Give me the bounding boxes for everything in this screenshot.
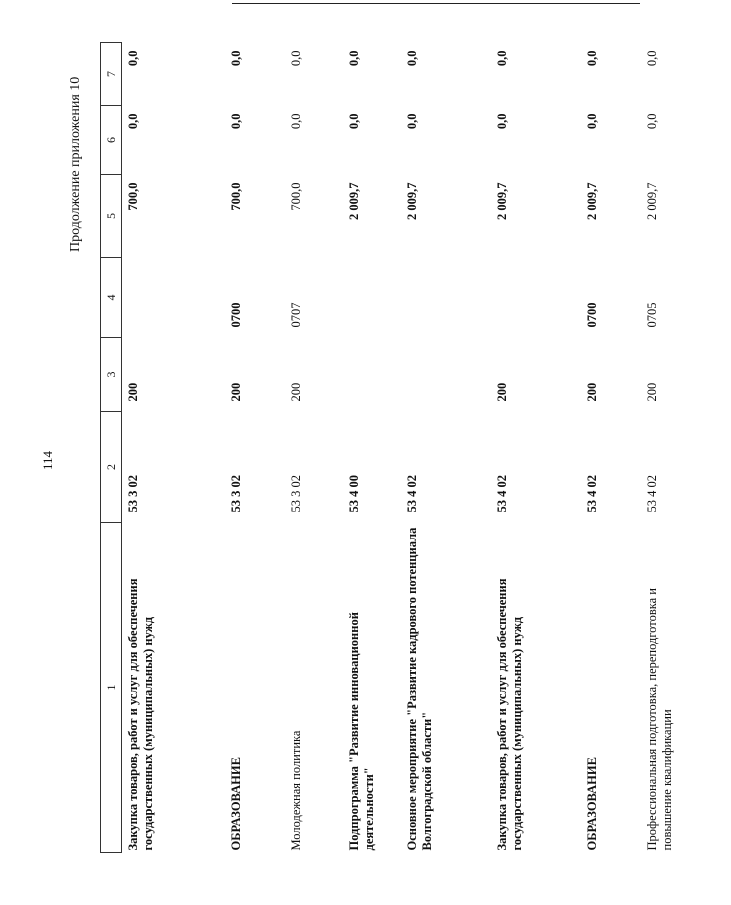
expense-type-code: 200 — [288, 382, 303, 402]
amount-value: 0,0 — [584, 113, 599, 130]
row-name: Профессиональная подготовка, переподготовка и повышение квалификации — [644, 588, 674, 851]
row-name: Закупка товаров, работ и услуг для обеспечения государственных (муниципальных) нужд — [494, 578, 524, 851]
amount-value: 0,0 — [644, 113, 659, 130]
page-number: 114 — [40, 450, 55, 470]
amount-value: 0,0 — [288, 50, 303, 67]
col-header-2: 2 — [101, 412, 122, 523]
row-name: Основное мероприятие "Развитие кадрового потенциала Волгоградской области" — [404, 527, 434, 851]
amount-value: 0,0 — [346, 50, 361, 67]
amount-value: 2 009,7 — [404, 182, 419, 220]
target-article-code: 53 3 02 — [228, 475, 243, 513]
amount-value: 700,0 — [228, 182, 243, 211]
header-row — [101, 43, 122, 853]
section-code — [491, 258, 581, 338]
target-article-code: 53 4 02 — [404, 475, 419, 513]
target-article-code: 53 3 02 — [288, 475, 303, 513]
budget-table — [100, 42, 731, 853]
amount-value: 0,0 — [346, 113, 361, 130]
amount-value: 0,0 — [126, 50, 140, 67]
table-row — [343, 43, 401, 853]
table-row — [491, 43, 581, 853]
target-article-code: 53 3 02 — [126, 475, 140, 513]
expense-type-code: 200 — [644, 382, 659, 402]
amount-value: 2 009,7 — [584, 182, 599, 220]
amount-value: 0,0 — [584, 50, 599, 67]
amount-value: 0,0 — [288, 113, 303, 130]
table-row — [285, 43, 343, 853]
amount-value: 0,0 — [228, 113, 243, 130]
col-header-5: 5 — [101, 175, 122, 258]
amount-value: 0,0 — [404, 113, 419, 130]
section-code — [343, 258, 401, 338]
target-article-code: 53 4 02 — [584, 475, 599, 513]
section-code — [122, 258, 225, 338]
table-row — [641, 43, 731, 853]
col-header-1: 1 — [101, 523, 122, 853]
section-code — [401, 258, 491, 338]
section-code: 0707 — [288, 302, 303, 328]
table-row — [122, 43, 225, 853]
amount-value: 0,0 — [228, 50, 243, 67]
target-article-code: 53 4 00 — [346, 475, 361, 513]
amount-value: 2 009,7 — [644, 182, 659, 220]
col-header-4: 4 — [101, 258, 122, 338]
appendix-continuation-note: Продолжение приложения 10 — [68, 76, 83, 252]
amount-value: 0,0 — [494, 113, 509, 130]
amount-value: 700,0 — [126, 182, 140, 211]
amount-value: 0,0 — [404, 50, 419, 67]
expense-type-code: 200 — [584, 382, 599, 402]
amount-value: 2 009,7 — [346, 182, 361, 220]
expense-type-code: 200 — [228, 382, 243, 402]
amount-value: 0,0 — [126, 113, 140, 130]
target-article-code: 53 4 02 — [644, 475, 659, 513]
table-row — [225, 43, 285, 853]
col-header-3: 3 — [101, 338, 122, 412]
section-code: 0700 — [584, 302, 599, 328]
col-header-6: 6 — [101, 106, 122, 175]
expense-type-code — [401, 338, 491, 412]
row-name: Закупка товаров, работ и услуг для обеспечения государственных (муниципальных) нужд — [126, 578, 155, 851]
row-name: Подпрограмма "Развитие инновационной деятельности" — [346, 612, 376, 851]
section-code: 0705 — [644, 302, 659, 328]
col-header-7: 7 — [101, 43, 122, 106]
target-article-code: 53 4 02 — [494, 475, 509, 513]
expense-type-code: 200 — [494, 382, 509, 402]
row-name: ОБРАЗОВАНИЕ — [584, 757, 599, 851]
amount-value: 0,0 — [494, 50, 509, 67]
expense-type-code — [343, 338, 401, 412]
row-name: Молодежная политика — [288, 730, 303, 851]
amount-value: 0,0 — [644, 50, 659, 67]
row-name: ОБРАЗОВАНИЕ — [228, 757, 243, 851]
amount-value: 2 009,7 — [494, 182, 509, 220]
top-rule — [232, 3, 640, 4]
section-code: 0700 — [228, 302, 243, 328]
table-row — [581, 43, 641, 853]
amount-value: 700,0 — [288, 182, 303, 211]
table-row — [401, 43, 491, 853]
expense-type-code: 200 — [126, 382, 140, 402]
